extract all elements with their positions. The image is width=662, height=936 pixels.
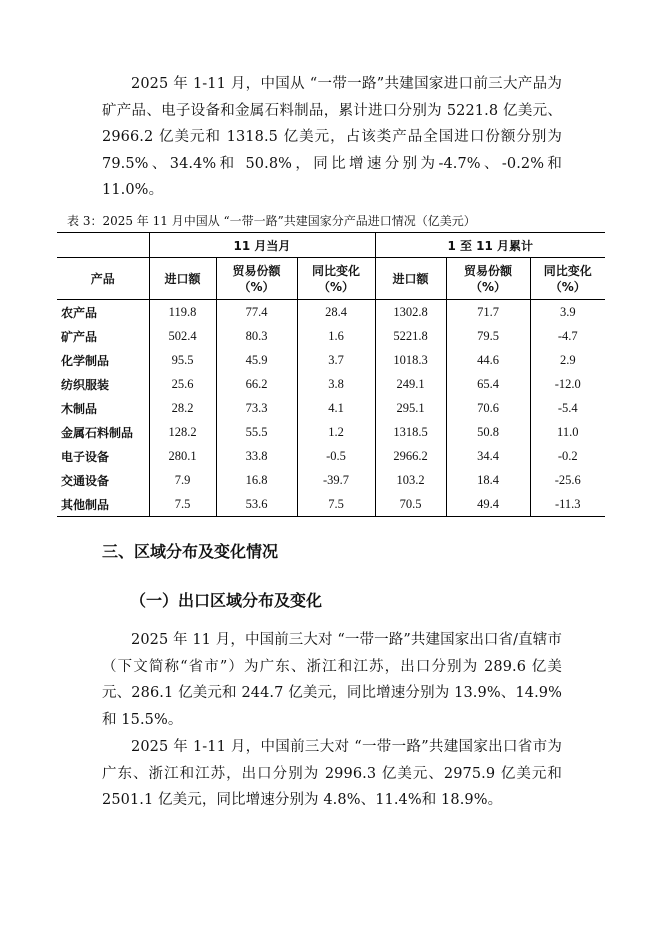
cell-product: 其他制品 [57, 492, 149, 517]
cell-trade-share-cum: 50.8 [446, 420, 530, 444]
table-row [57, 396, 605, 420]
table-row [57, 468, 605, 492]
cell-product: 化学制品 [61, 353, 110, 368]
cell-yoy-change-cum: 3.9 [530, 300, 605, 325]
cell-trade-share-cum: 71.7 [446, 300, 530, 325]
cell-product: 金属石料制品 [61, 425, 134, 440]
cell-yoy-change-cum: -25.6 [530, 468, 605, 492]
cell-trade-share: 16.8 [216, 468, 297, 492]
cell-trade-share: 73.3 [216, 396, 297, 420]
column-header-import-value-cum: 进口额 [375, 258, 446, 300]
column-header-product: 产品 [57, 258, 149, 300]
cell-trade-share-cum: 79.5 [446, 324, 530, 348]
cell-trade-share-cum: 44.6 [446, 348, 530, 372]
table-row [57, 420, 605, 444]
cell-import-value-cum: 5221.8 [375, 324, 446, 348]
cell-import-value-cum: 1318.5 [375, 420, 446, 444]
cell-import-value: 119.8 [149, 300, 216, 325]
group-header-month: 11 月当月 [149, 233, 375, 258]
table-group-header-row [57, 233, 605, 258]
cell-trade-share: 80.3 [216, 324, 297, 348]
cell-trade-share-cum: 65.4 [446, 372, 530, 396]
paragraph-import-top-products: 2025 年 1-11 月，中国从 “一带一路”共建国家进口前三大产品为矿产品、电子设备和金属石料制品，累计进口分别为 5221.8 亿美元、2966.2 亿美元和 1318.5 亿美元，占该类产品全国进口份额分别为 79.5%、34.4%和 50.8%，同比增速分别为-4.7%、-0.2%和 11.0%。 [102, 76, 562, 198]
paragraph-cumulative-export-provinces: 2025 年 1-11 月，中国前三大对 “一带一路”共建国家出口省市为广东、浙江和江苏，出口分别为 2996.3 亿美元、2975.9 亿美元和 2501.1 亿美元，同比增速分别为 4.8%、11.4%和 18.9%。 [102, 739, 562, 808]
cell-yoy-change: 7.5 [297, 492, 375, 517]
cell-product: 木制品 [61, 401, 98, 416]
cell-import-value: 95.5 [149, 348, 216, 372]
cell-import-value-cum: 2966.2 [375, 444, 446, 468]
cell-import-value-cum: 1302.8 [375, 300, 446, 325]
paragraph-november-export-provinces: 2025 年 11 月，中国前三大对 “一带一路”共建国家出口省/直辖市（下文简称“省市”）为广东、浙江和江苏，出口分别为 289.6 亿美元、286.1 亿美元和 244.7 亿美元，同比增速分别为 13.9%、14.9%和 15.5%。 [102, 632, 562, 728]
cell-trade-share: 77.4 [216, 300, 297, 325]
table-row [57, 492, 605, 517]
table-row [57, 324, 605, 348]
cell-trade-share-cum: 49.4 [446, 492, 530, 517]
cell-yoy-change-cum: 2.9 [530, 348, 605, 372]
cell-yoy-change-cum: -0.2 [530, 444, 605, 468]
cell-import-value-cum: 249.1 [375, 372, 446, 396]
cell-yoy-change: -0.5 [297, 444, 375, 468]
cell-import-value: 7.9 [149, 468, 216, 492]
table-row [57, 444, 605, 468]
cell-import-value: 502.4 [149, 324, 216, 348]
column-header-yoy-change-text: 同比变化（%） [311, 263, 360, 294]
cell-trade-share: 33.8 [216, 444, 297, 468]
product-import-table [57, 232, 605, 517]
group-header-empty [57, 233, 149, 258]
cell-yoy-change: 1.2 [297, 420, 375, 444]
cell-yoy-change-cum: -12.0 [530, 372, 605, 396]
cell-product: 交通设备 [61, 473, 110, 488]
cell-import-value: 28.2 [149, 396, 216, 420]
cell-import-value: 7.5 [149, 492, 216, 517]
cell-yoy-change: 4.1 [297, 396, 375, 420]
table-row [57, 300, 605, 325]
table-caption: 表 3：2025 年 11 月中国从 “一带一路”共建国家分产品进口情况（亿美元） [67, 214, 476, 228]
cell-trade-share-cum: 18.4 [446, 468, 530, 492]
cell-import-value: 128.2 [149, 420, 216, 444]
cell-yoy-change-cum: -11.3 [530, 492, 605, 517]
cell-trade-share: 45.9 [216, 348, 297, 372]
column-header-yoy-change-cum [530, 258, 605, 300]
cell-import-value-cum: 70.5 [375, 492, 446, 517]
table-row [57, 348, 605, 372]
cell-import-value-cum: 1018.3 [375, 348, 446, 372]
cell-yoy-change: 28.4 [297, 300, 375, 325]
cell-import-value-cum: 103.2 [375, 468, 446, 492]
cell-yoy-change: -39.7 [297, 468, 375, 492]
cell-import-value: 280.1 [149, 444, 216, 468]
cell-yoy-change-cum: -5.4 [530, 396, 605, 420]
cell-import-value-cum: 295.1 [375, 396, 446, 420]
cell-product: 电子设备 [61, 449, 110, 464]
column-header-import-value: 进口额 [149, 258, 216, 300]
table-column-header-row [57, 258, 605, 300]
cell-yoy-change: 1.6 [297, 324, 375, 348]
cell-yoy-change: 3.8 [297, 372, 375, 396]
cell-trade-share: 55.5 [216, 420, 297, 444]
cell-yoy-change-cum: 11.0 [530, 420, 605, 444]
cell-import-value: 25.6 [149, 372, 216, 396]
cell-trade-share-cum: 34.4 [446, 444, 530, 468]
cell-yoy-change-cum: -4.7 [530, 324, 605, 348]
cell-product: 矿产品 [61, 329, 98, 344]
cell-trade-share: 66.2 [216, 372, 297, 396]
cell-trade-share: 53.6 [216, 492, 297, 517]
cell-yoy-change: 3.7 [297, 348, 375, 372]
group-header-cumulative: 1 至 11 月累计 [375, 233, 605, 258]
column-header-trade-share-cum-text: 贸易份额（%） [463, 263, 512, 294]
cell-trade-share-cum: 70.6 [446, 396, 530, 420]
column-header-yoy-change-cum-text: 同比变化（%） [543, 263, 592, 294]
column-header-trade-share [216, 258, 297, 300]
column-header-trade-share-cum [446, 258, 530, 300]
cell-product: 农产品 [61, 305, 98, 320]
column-header-trade-share-text: 贸易份额（%） [232, 263, 281, 294]
subsection-heading-export-regions: （一）出口区域分布及变化 [130, 591, 323, 610]
cell-product: 纺织服装 [61, 377, 110, 392]
column-header-yoy-change [297, 258, 375, 300]
table-row [57, 372, 605, 396]
section-heading-regional: 三、区域分布及变化情况 [102, 542, 279, 561]
